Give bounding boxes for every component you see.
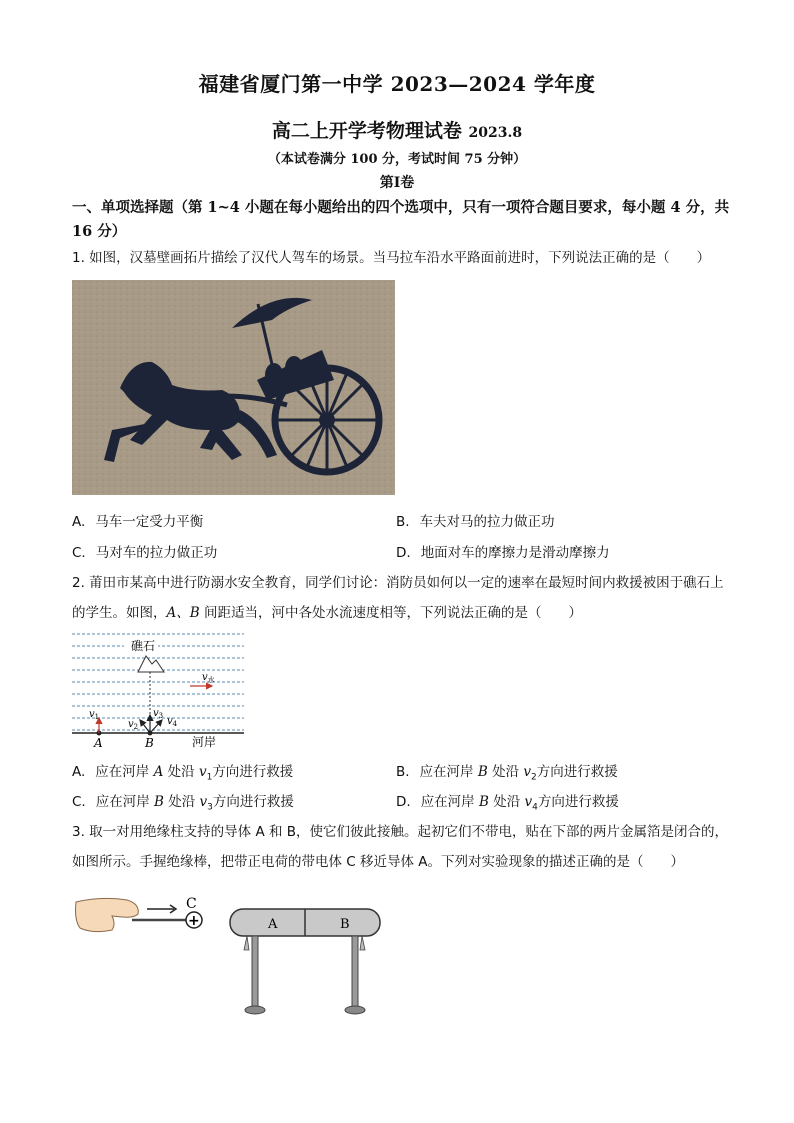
q2-option-d[interactable] (396, 790, 619, 813)
option-text-post: 方向进行救援 (212, 764, 294, 780)
school-title: 福建省厦门第一中学 2023—2024 学年度 (198, 72, 596, 96)
option-velocity-sub: 2 (531, 772, 537, 783)
option-velocity-sub: 3 (207, 802, 213, 813)
stand-b (352, 936, 358, 1008)
q2-option-b[interactable] (396, 760, 618, 783)
option-text-post: 方向进行救援 (212, 794, 294, 810)
option-text-mid: 处沿 (487, 764, 524, 780)
q2-stem-part: 2. 莆田市某高中进行防溺水安全教育，同学们讨论：消防员如何以一定的速率在最短时间内救援被困于礁石上的学生。如图， (72, 575, 724, 621)
han-carriage-rubbing-image (72, 280, 395, 495)
q2-stem (72, 568, 732, 628)
v2-label: $v_2$ (128, 719, 139, 731)
rock-shape (138, 656, 164, 672)
option-key: A. (72, 514, 86, 530)
option-velocity-sub: 1 (206, 772, 213, 783)
rock-label: 礁石 (131, 639, 156, 653)
v3-label: $v_3$ (153, 708, 164, 720)
option-text: 地面对车的摩擦力是滑动摩擦力 (420, 545, 610, 561)
plus-sign: + (188, 913, 200, 929)
v1-label: $v_1$ (89, 709, 100, 721)
q1-option-c[interactable] (72, 541, 217, 561)
river-rescue-diagram (72, 630, 247, 752)
option-text: 马对车的拉力做正功 (95, 545, 218, 561)
option-key: C. (72, 794, 86, 810)
option-key: B. (396, 514, 410, 530)
option-text-pre: 应在河岸 (419, 764, 478, 780)
q3-stem: 3. 取一对用绝缘柱支持的导体 A 和 B，使它们彼此接触。起初它们不带电，贴在下部的两片金属箔是闭合的，如图所示。手握绝缘棒，把带正电荷的带电体 C 移近导体 A。下列对实验现象的描述正确的是（ ） (72, 824, 729, 870)
option-point: B (154, 794, 164, 810)
q2-option-c[interactable] (72, 790, 294, 813)
option-key: D. (396, 794, 411, 810)
hand-shape (76, 898, 139, 931)
q2-stem-part: 间距适当，河中各处水流速度相等，下列说法正确的是（ ） (199, 605, 582, 621)
stand-a (252, 936, 258, 1008)
q1-stem: 1. 如图，汉墓壁画拓片描绘了汉代人驾车的场景。当马拉车沿水平路面前进时，下列说法正确的是（ ） (72, 250, 711, 266)
v2-arrow (140, 720, 150, 733)
option-point: B (477, 764, 488, 780)
v4-label: $v_4$ (167, 716, 178, 728)
q2-stem-points: A、B (166, 605, 200, 621)
label-b: B (340, 917, 350, 932)
exam-title (0, 116, 794, 143)
label-a: A (268, 917, 278, 932)
option-text-mid: 处沿 (163, 794, 200, 810)
option-velocity: v (199, 794, 208, 810)
q2-option-a[interactable] (72, 760, 293, 783)
option-key: C. (72, 545, 86, 561)
option-text-mid: 处沿 (488, 794, 525, 810)
volume-label: 第Ⅰ卷 (379, 175, 415, 191)
option-key: D. (396, 545, 411, 561)
option-point: A (153, 764, 164, 780)
point-b-label: B (145, 736, 154, 750)
q1-option-d[interactable] (396, 541, 610, 561)
option-velocity-sub: 4 (532, 802, 538, 813)
v4-arrow (150, 720, 162, 733)
q1-option-b[interactable] (396, 510, 555, 530)
option-velocity: v (524, 794, 533, 810)
q1-option-a[interactable] (72, 510, 203, 530)
option-text: 车夫对马的拉力做正功 (419, 514, 555, 530)
option-text-pre: 应在河岸 (95, 794, 155, 810)
conductor-experiment-diagram (72, 892, 392, 1022)
option-key: A. (72, 764, 86, 780)
option-key: B. (396, 764, 410, 780)
option-text-post: 方向进行救援 (537, 794, 619, 810)
section-heading: 一、单项选择题（第 1~4 小题在每小题给出的四个选项中，只有一项符合题目要求，每小题 4 分，共 16 分） (72, 199, 730, 240)
option-velocity: v (523, 764, 532, 780)
option-text-pre: 应在河岸 (95, 764, 154, 780)
bank-label: 河岸 (192, 735, 217, 749)
option-text: 马车一定受力平衡 (95, 514, 204, 530)
foil-a (244, 936, 249, 950)
option-text-mid: 处沿 (163, 764, 199, 780)
option-text-post: 方向进行救援 (536, 764, 618, 780)
exam-name: 高二上开学考物理试卷 (271, 120, 462, 142)
foil-b (360, 936, 365, 950)
exam-note: （本试卷满分 100 分，考试时间 75 分钟） (267, 152, 527, 167)
point-a-label: A (94, 736, 103, 750)
water-velocity-label: $v_水$ (202, 672, 215, 684)
label-c: C (186, 896, 197, 912)
option-point: B (478, 794, 489, 810)
exam-date: 2023.8 (468, 125, 523, 141)
option-text-pre: 应在河岸 (420, 794, 479, 810)
option-velocity: v (198, 764, 207, 780)
